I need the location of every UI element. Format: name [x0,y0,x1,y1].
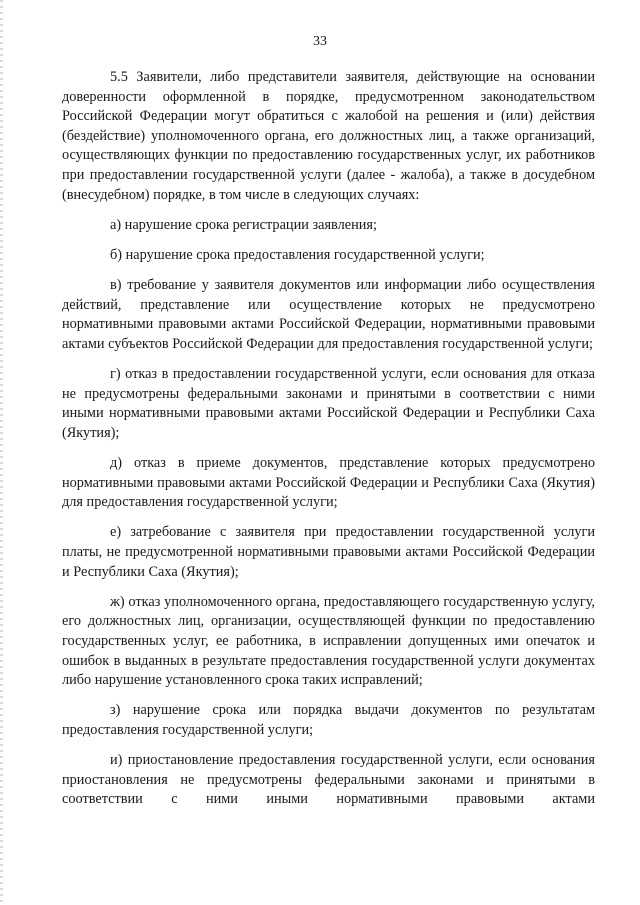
paragraph-5-5: 5.5 Заявители, либо представители заявителя, действующие на основании доверенности оформленной в порядке, предусмотренном законодательством Российской Федерации могут обратиться с жалобой на решения и (или) действия (бездействие) уполномоченного органа, его должностных лиц, а также организаций, осуществляющих функции по предоставлению государственных услуг, их работников при предоставлении государственной услуги (далее - жалоба), а также в досудебном (внесудебном) порядке, в том числе в следующих случаях: [62,69,595,203]
document-body [62,68,595,821]
list-item-zh: ж) отказ уполномоченного органа, предоставляющего государственную услугу, его должностных лиц, организации, осуществляющей функции по предоставлению государственных услуг, ее работника, в исправлении допущенных ими опечаток и ошибок в выданных в результате предоставления государственной услуги документах либо нарушение установленного срока таких исправлений; [62,593,595,689]
list-item-d: д) отказ в приеме документов, представление которых предусмотрено нормативными правовыми актами Российской Федерации и Республики Саха (Якутия) для предоставления государственной услуги; [62,455,595,511]
list-item-v: в) требование у заявителя документов или информации либо осуществления действий, представление или осуществление которых не предусмотрено нормативными правовыми актами Российской Федерации, нормативными правовыми актами субъектов Российской Федерации для предоставления государственной услуги; [62,277,595,352]
list-item-i: и) приостановление предоставления государственной услуги, если основания приостановления не предусмотрены федеральными законами и принятыми в соответствии с ними иными нормативными правовыми актами [62,752,595,808]
list-item-g: г) отказ в предоставлении государственной услуги, если основания для отказа не предусмотрены федеральными законами и принятыми в соответствии с ними иными нормативными правовыми актами Российской Федерации и Республики Саха (Якутия); [62,366,595,441]
scan-edge-marks [0,0,3,905]
list-item-z: з) нарушение срока или порядка выдачи документов по результатам предоставления государственной услуги; [62,702,595,738]
list-item-e: е) затребование с заявителя при предоставлении государственной услуги платы, не предусмотренной нормативными правовыми актами Российской Федерации и Республики Саха (Якутия); [62,524,595,580]
list-item-b: б) нарушение срока предоставления государственной услуги; [110,246,485,263]
page-number: 33 [313,34,327,49]
list-item-a: а) нарушение срока регистрации заявления; [110,216,377,233]
